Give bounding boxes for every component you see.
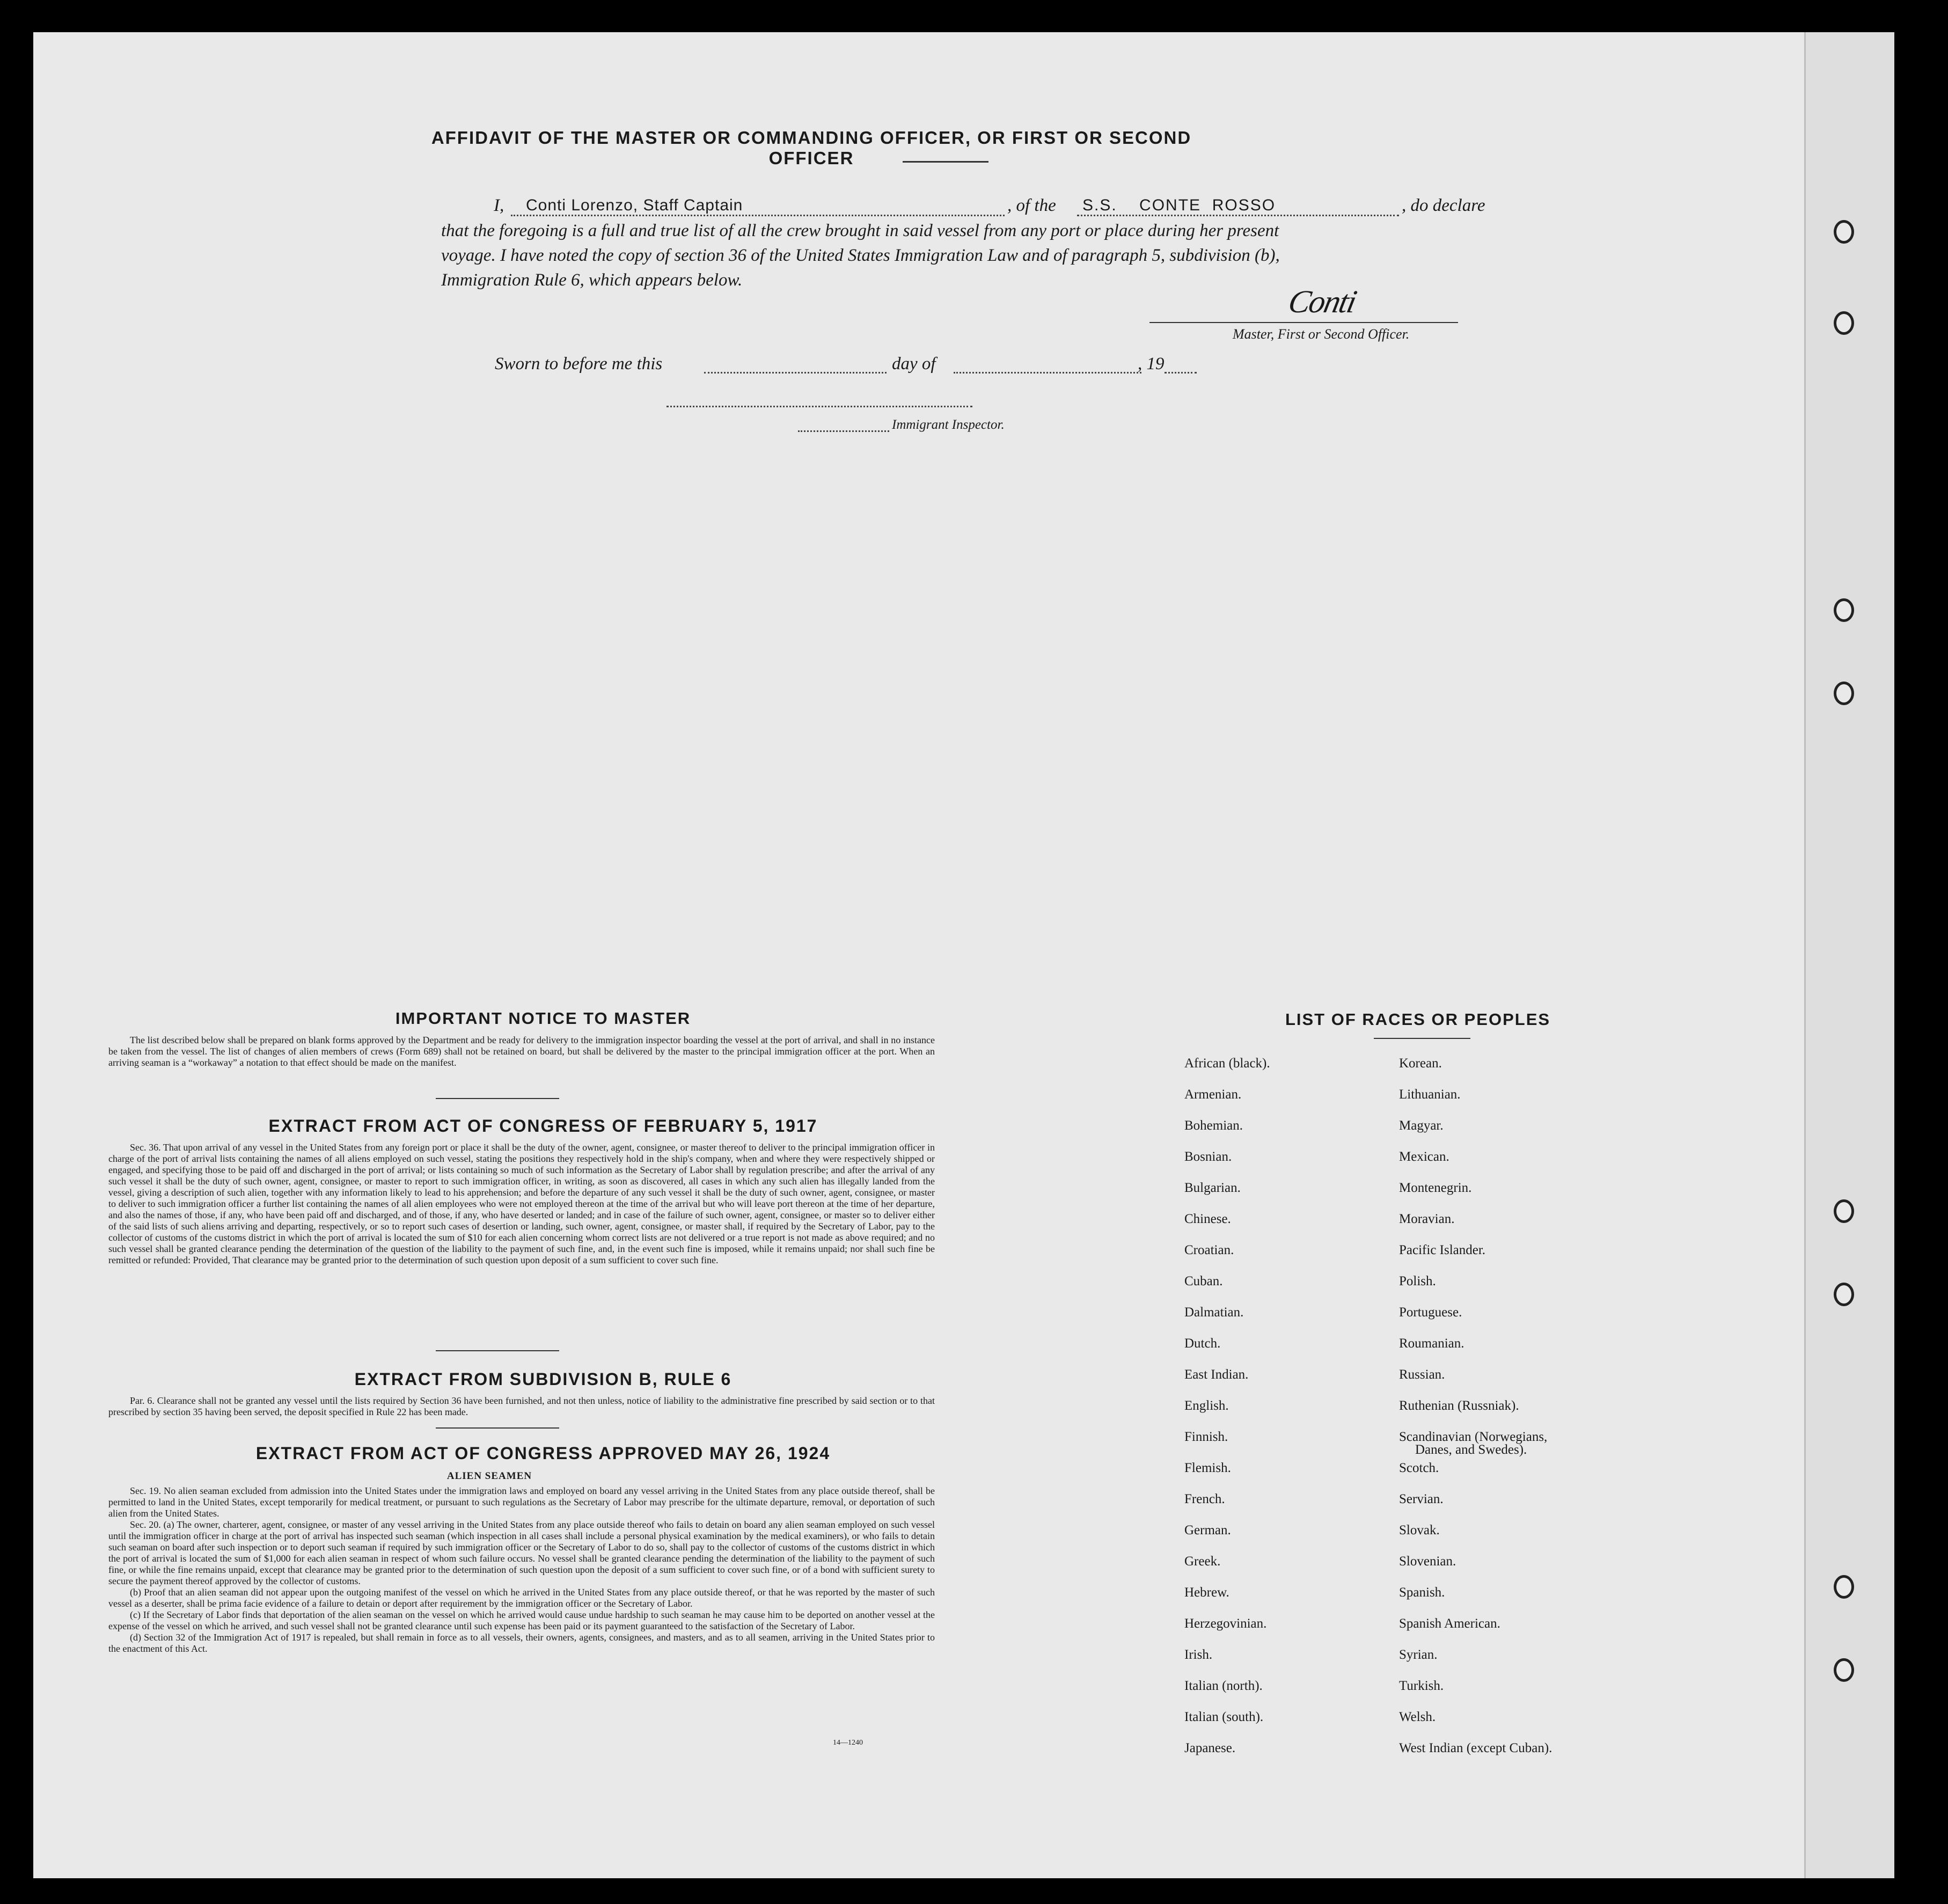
inspector-prefix-line bbox=[798, 430, 889, 432]
race-item: Spanish. bbox=[1399, 1585, 1445, 1600]
document-sheet bbox=[33, 32, 1893, 1878]
year-label: , 19 bbox=[1138, 354, 1165, 374]
punch-hole-icon bbox=[1834, 1283, 1854, 1306]
races-title: LIST OF RACES OR PEOPLES bbox=[1285, 1010, 1551, 1029]
pre-name: I, bbox=[494, 196, 504, 215]
race-item: Armenian. bbox=[1184, 1087, 1242, 1102]
affidavit-line-4: Immigration Rule 6, which appears below. bbox=[441, 270, 743, 290]
extract-rule6-title: EXTRACT FROM SUBDIVISION B, RULE 6 bbox=[354, 1370, 732, 1389]
race-item: Dalmatian. bbox=[1184, 1305, 1244, 1320]
title-underline bbox=[903, 161, 988, 163]
binding-edge bbox=[1804, 32, 1894, 1878]
punch-hole-icon bbox=[1834, 598, 1854, 622]
race-item: Irish. bbox=[1184, 1647, 1213, 1662]
race-item: Dutch. bbox=[1184, 1336, 1221, 1351]
race-item: Finnish. bbox=[1184, 1430, 1228, 1444]
race-item: Ruthenian (Russniak). bbox=[1399, 1398, 1519, 1413]
race-item: Danes, and Swedes). bbox=[1415, 1442, 1527, 1457]
declare-label: , do declare bbox=[1402, 196, 1485, 215]
sworn-year-line bbox=[1165, 372, 1197, 374]
notice-divider bbox=[436, 1098, 559, 1099]
race-item: Scandinavian (Norwegians, bbox=[1399, 1430, 1548, 1444]
race-item: Slovenian. bbox=[1399, 1554, 1456, 1569]
race-item: German. bbox=[1184, 1523, 1231, 1537]
vessel-name: S.S. CONTE ROSSO bbox=[1082, 196, 1276, 214]
form-number: 14—1240 bbox=[833, 1739, 863, 1747]
race-item: Portuguese. bbox=[1399, 1305, 1462, 1320]
extract-1924-subtitle: ALIEN SEAMEN bbox=[446, 1470, 532, 1482]
signature: Conti bbox=[1285, 284, 1359, 319]
sec-20c-paragraph: (c) If the Secretary of Labor finds that deportation of the alien seaman on the vessel on which he arrived would cause undue hardship to such seaman he may cause him to be deported on another vessel at the expense of the vessel on which he arrived, and such vessel shall not be granted clearance until such expense has been paid or its payment guaranteed to the satisfaction of the Secretary of Labor. bbox=[108, 1609, 935, 1631]
race-item: Croatian. bbox=[1184, 1243, 1234, 1257]
race-item: Slovak. bbox=[1399, 1523, 1440, 1537]
sworn-month-line bbox=[954, 372, 1141, 374]
sec-20b-paragraph: (b) Proof that an alien seaman did not appear upon the outgoing manifest of the vessel on which he arrived in the United States from any place outside thereof, or that he was reported by the master of such vessel as a deserter, shall be prima facie evidence of a failure to detain or deport after requirement by the immigration officer or the Secretary of Labor. bbox=[108, 1587, 935, 1609]
race-item: Moravian. bbox=[1399, 1212, 1455, 1226]
punch-hole-icon bbox=[1834, 1199, 1854, 1223]
race-item: Bulgarian. bbox=[1184, 1181, 1241, 1195]
extract-1924-body bbox=[108, 1485, 935, 1654]
race-item: Magyar. bbox=[1399, 1118, 1444, 1133]
race-item: French. bbox=[1184, 1492, 1225, 1506]
race-item: Flemish. bbox=[1184, 1461, 1231, 1475]
race-item: Polish. bbox=[1399, 1274, 1436, 1288]
race-item: Welsh. bbox=[1399, 1710, 1436, 1724]
sec-20a-paragraph: Sec. 20. (a) The owner, charterer, agent, consignee, or master of any vessel arriving in the United States from any place outside thereof who fails to detain on board any alien seaman employed on such vessel until the immigration officer in charge at the port of arrival has inspected such seaman (which inspection in all cases shall include a personal physical examination by the medical examiners), or who fails to detain such seaman on board after such inspection or to deport such seaman if required by such immigration officer or the Secretary of Labor to do so, shall pay to the collector of customs of the customs district in which the port of arrival is located the sum of $1,000 for each alien seaman in respect of whom such failure occurs. No vessel shall be granted clearance pending the determination of the liability to the payment of such fine, or while the fine remains unpaid, except that clearance may be granted prior to the determination of such question upon the deposit of a sum sufficient to cover such fine, or of a bond with sufficient surety to secure the payment thereof approved by the collector of customs. bbox=[108, 1519, 935, 1586]
sec-19-paragraph: Sec. 19. No alien seaman excluded from admission into the United States under the immigration laws and employed on board any vessel arriving in the United States from any place outside thereof, shall be permitted to land in the United States, except temporarily for medical treatment, or pursuant to such regulations as the Secretary of Labor may prescribe for the ultimate departure, removal, or deportation of such alien from the United States. bbox=[108, 1485, 935, 1519]
punch-hole-icon bbox=[1834, 1575, 1854, 1599]
affidavit-line-1 bbox=[494, 196, 504, 216]
punch-hole-icon bbox=[1834, 682, 1854, 705]
sec-20d-paragraph: (d) Section 32 of the Immigration Act of 1917 is repealed, but shall remain in force as to all vessels, their owners, agents, consignees, and masters, and as to all seamen, arriving in the United States prior to the enactment of this Act. bbox=[108, 1632, 935, 1654]
signer-title: Master, First or Second Officer. bbox=[1233, 326, 1410, 342]
affidavit-line-3: voyage. I have noted the copy of section 36 of the United States Immigration Law and of paragraph 5, subdivision (b), bbox=[441, 246, 1280, 265]
extract-1924-title: EXTRACT FROM ACT OF CONGRESS APPROVED MAY 26, 1924 bbox=[255, 1444, 831, 1463]
officer-name: Conti Lorenzo, Staff Captain bbox=[526, 196, 743, 214]
races-divider bbox=[1374, 1038, 1470, 1039]
day-of-label: day of bbox=[892, 354, 936, 374]
race-item: English. bbox=[1184, 1398, 1229, 1413]
race-item: Korean. bbox=[1399, 1056, 1442, 1071]
race-item: Servian. bbox=[1399, 1492, 1444, 1506]
extract-1917-divider bbox=[436, 1350, 559, 1351]
extract-rule6-divider bbox=[436, 1427, 559, 1429]
race-item: Japanese. bbox=[1184, 1741, 1236, 1755]
extract-1917-title: EXTRACT FROM ACT OF CONGRESS OF FEBRUARY 5, 1917 bbox=[268, 1116, 818, 1136]
signature-line bbox=[1149, 322, 1458, 323]
extract-rule6-body: Par. 6. Clearance shall not be granted any vessel until the lists required by Section 36 have been furnished, and not then unless, notice of liability to the administrative fine prescribed by said section or to that prescribed by section 35 having been served, the deposit specified in Rule 22 has been made. bbox=[108, 1395, 935, 1417]
race-item: Russian. bbox=[1399, 1367, 1445, 1382]
punch-hole-icon bbox=[1834, 220, 1854, 244]
of-the-label: , of the bbox=[1007, 196, 1056, 215]
race-item: Italian (south). bbox=[1184, 1710, 1264, 1724]
race-item: Italian (north). bbox=[1184, 1679, 1263, 1693]
affidavit-title: AFFIDAVIT OF THE MASTER OR COMMANDING OFFICER, OR FIRST OR SECOND OFFICER bbox=[431, 128, 1192, 168]
race-item: Syrian. bbox=[1399, 1647, 1438, 1662]
notice-body: The list described below shall be prepared on blank forms approved by the Department and be ready for delivery to the immigration inspector boarding the vessel at the port of arrival, and shall in no instance be taken from the vessel. The list of changes of alien members of crews (Form 689) shall not be retained on board, but shall be delivered by the master to the principal immigration officer at the port. When an arriving seaman is a “workaway” a notation to that effect should be made on the manifest. bbox=[108, 1035, 935, 1068]
extract-1917-body: Sec. 36. That upon arrival of any vessel in the United States from any foreign port or place it shall be the duty of the owner, agent, consignee, or master thereof to deliver to the principal immigration officer in charge of the port of arrival lists containing the names of all aliens employed on such vessel, stating the positions they respectively hold in the ship's company, when and where they were respectively shipped or engaged, and specifying those to be paid off and discharged in the port of arrival; or lists containing so much of such information as the Secretary of Labor shall by regulation prescribe; and after the arrival of any such vessel it shall be the duty of such owner, agent, consignee, or master to report to such immigration officer, in writing, as soon as discovered, all cases in which any such alien has illegally landed from the vessel, giving a description of such alien, together with any information likely to lead to his apprehension; and before the departure of any such vessel it shall be the duty of such owner, agent, consignee, or master to deliver to such immigration officer a further list containing the names of all alien employees who were not employed thereon at the time of the arrival but who will leave port thereon at the time of her departure, and also the names of those, if any, who have been paid off and discharged, and of those, if any, who have deserted or landed; and in case of the failure of such owner, agent, consignee, or master so to deliver either of the said lists of such aliens arriving and departing, respectively, or so to report such cases of desertion or landing, such owner, agent, consignee, or master shall, if required by the Secretary of Labor, pay to the collector of customs of the customs district in which the port of arrival is located the sum of $10 for each alien concerning whom correct lists are not delivered or a true report is not made as above required; and no such vessel shall be granted clearance pending the determination of the question of the liability to the payment of such fine, and, in the event such fine is imposed, while it remains unpaid; nor shall such fine be remitted or refunded: Provided, That clearance may be granted prior to the determination of such question upon deposit of a sum sufficient to cover such fine. bbox=[108, 1142, 935, 1265]
race-item: Turkish. bbox=[1399, 1679, 1444, 1693]
race-item: Montenegrin. bbox=[1399, 1181, 1472, 1195]
punch-hole-icon bbox=[1834, 1658, 1854, 1682]
race-item: African (black). bbox=[1184, 1056, 1270, 1071]
race-item: East Indian. bbox=[1184, 1367, 1249, 1382]
inspector-signature-line bbox=[667, 406, 972, 407]
race-item: Cuban. bbox=[1184, 1274, 1223, 1288]
inspector-label: Immigrant Inspector. bbox=[892, 418, 1005, 432]
race-item: Mexican. bbox=[1399, 1149, 1449, 1164]
sworn-label: Sworn to before me this bbox=[495, 354, 663, 374]
race-item: Scotch. bbox=[1399, 1461, 1439, 1475]
affidavit-line-2: that the foregoing is a full and true list of all the crew brought in said vessel from any port or place during her present bbox=[441, 221, 1279, 240]
punch-hole-icon bbox=[1834, 311, 1854, 335]
notice-title: IMPORTANT NOTICE TO MASTER bbox=[395, 1009, 691, 1028]
race-item: Bohemian. bbox=[1184, 1118, 1243, 1133]
race-item: Lithuanian. bbox=[1399, 1087, 1461, 1102]
race-item: Roumanian. bbox=[1399, 1336, 1464, 1351]
race-item: Chinese. bbox=[1184, 1212, 1231, 1226]
race-item: Spanish American. bbox=[1399, 1616, 1500, 1631]
race-item: Bosnian. bbox=[1184, 1149, 1232, 1164]
race-item: West Indian (except Cuban). bbox=[1399, 1741, 1552, 1755]
race-item: Herzegovinian. bbox=[1184, 1616, 1267, 1631]
race-item: Hebrew. bbox=[1184, 1585, 1229, 1600]
sworn-day-line bbox=[704, 372, 887, 374]
race-item: Greek. bbox=[1184, 1554, 1221, 1569]
vessel-underline bbox=[1077, 215, 1399, 216]
name-underline bbox=[511, 215, 1005, 216]
race-item: Pacific Islander. bbox=[1399, 1243, 1486, 1257]
